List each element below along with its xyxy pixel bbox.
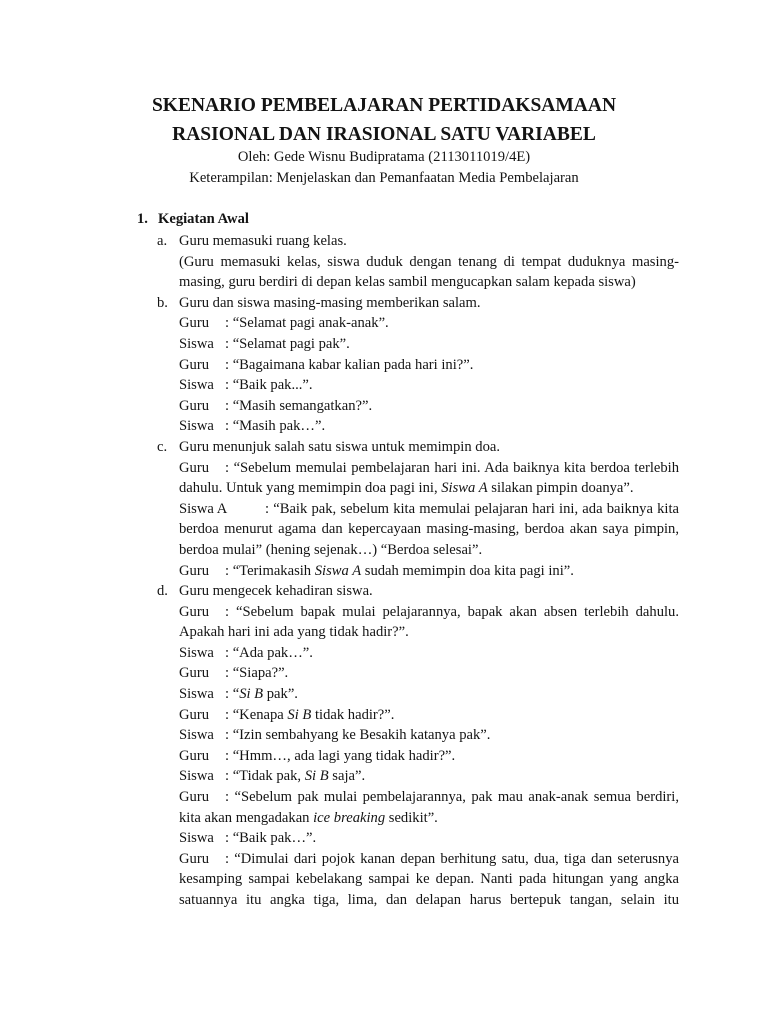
dialogue-text: : “Selamat pagi pak”.: [225, 335, 350, 352]
author-line: Oleh: Gede Wisnu Budipratama (2113011019/4E): [237, 149, 531, 165]
list-item-d: [157, 581, 679, 911]
skill-line: Keterampilan: Menjelaskan dan Pemanfaatan Media Pembelajaran: [189, 170, 579, 186]
item-label: b.: [157, 294, 168, 311]
dialogue-text: : “Sebelum bapak mulai pelajarannya, bapak akan absen terlebih dahulu. Apakah hari ini ada yang tidak hadir?”.: [179, 603, 679, 641]
dialogue-text: : “Kenapa: [225, 706, 288, 723]
speaker-label: Guru: [179, 315, 209, 332]
dialogue-text: : “Bagaimana kabar kalian pada hari ini?”.: [225, 356, 474, 373]
dialogue-text: silakan pimpin doanya”.: [487, 480, 634, 497]
speaker-label: Guru: [179, 459, 209, 476]
dialogue-text: : “Masih semangatkan?”.: [225, 397, 373, 414]
dialogue-line: [179, 828, 679, 849]
speaker-label: Siswa A: [179, 500, 228, 517]
list-item-c: [157, 437, 679, 581]
dialogue-text: : “Hmm…, ada lagi yang tidak hadir?”.: [225, 747, 456, 764]
emphasis-text: Si B: [239, 686, 264, 703]
dialogue-line: [179, 705, 679, 726]
item-text: Guru mengecek kehadiran siswa.: [179, 583, 373, 600]
dialogue-text: : “Dimulai dari pojok kanan depan berhitung satu, dua, tiga dan seterusnya kesamping sampai kebelakang sampai ke depan. Nanti pada hitungan yang angka satuannya itu angka tiga, lima, dan delapan harus bertepuk tangan, selain itu: [179, 850, 679, 908]
dialogue-text: : “Selamat pagi anak-anak”.: [225, 315, 389, 332]
dialogue-text: saja”.: [328, 768, 366, 785]
dialogue-line: [179, 766, 679, 787]
dialogue-text: : “Baik pak, sebelum kita memulai pelajaran hari ini, ada baiknya kita berdoa menurut agama dan kepercayaan masing-masing, berdoa akan saya pimpin, berdoa mulai” (hening sejenak…) “Berdoa selesai”.: [179, 500, 679, 558]
item-text: Guru dan siswa masing-masing memberikan salam.: [179, 294, 481, 311]
speaker-label: Guru: [179, 789, 209, 806]
speaker-label: Siswa: [179, 727, 214, 744]
item-label: d.: [157, 583, 168, 600]
dialogue-line: [179, 849, 679, 911]
emphasis-text: ice breaking: [313, 809, 386, 826]
list-item-a: [157, 231, 679, 293]
item-label: a.: [157, 233, 168, 249]
dialogue-text: : “Sebelum pak mulai pembelajarannya, pak mau anak-anak semua berdiri, kita akan mengadakan: [179, 789, 679, 826]
document-title-line-2: RASIONAL DAN IRASIONAL SATU VARIABEL: [172, 124, 596, 145]
speaker-label: Siswa: [179, 686, 214, 703]
section-body: [157, 231, 679, 911]
dialogue-line: [179, 458, 679, 499]
dialogue-line: [179, 643, 679, 664]
speaker-label: Guru: [179, 562, 209, 579]
dialogue-line: [179, 334, 679, 355]
speaker-label: Guru: [179, 603, 209, 620]
section-title: Kegiatan Awal: [158, 211, 249, 227]
dialogue-line: [179, 663, 679, 684]
dialogue-line: [179, 602, 679, 643]
dialogue-line: [179, 313, 679, 334]
dialogue-line: [179, 725, 679, 746]
emphasis-text: Siswa A: [441, 480, 488, 497]
dialogue-text: : “Masih pak…”.: [225, 418, 326, 435]
speaker-label: Guru: [179, 850, 209, 867]
dialogue-line: [179, 396, 679, 417]
dialogue-line: [179, 746, 679, 767]
dialogue-text: pak”.: [263, 686, 298, 703]
dialogue-text: : “Izin sembahyang ke Besakih katanya pak”.: [225, 727, 491, 744]
dialogue-text: : “Baik pak...”.: [225, 377, 313, 394]
speaker-label: Guru: [179, 397, 209, 414]
dialogue-text: : “Terimakasih: [225, 562, 315, 579]
dialogue-text: : “Baik pak…”.: [225, 830, 317, 847]
dialogue-line: [179, 561, 679, 582]
emphasis-text: Si B: [304, 768, 329, 785]
speaker-label: Siswa: [179, 768, 214, 785]
speaker-label: Guru: [179, 356, 209, 373]
speaker-label: Siswa: [179, 418, 214, 435]
speaker-label: Siswa: [179, 335, 214, 352]
list-item-b: [157, 293, 679, 437]
dialogue-line: [179, 416, 679, 437]
section-number: 1.: [137, 211, 148, 227]
dialogue-line: [179, 355, 679, 376]
dialogue-line: [179, 684, 679, 705]
dialogue-text: : “Siapa?”.: [225, 665, 289, 682]
item-note: (Guru memasuki kelas, siswa duduk dengan tenang di tempat duduknya masing-masing, guru berdiri di depan kelas sambil mengucapkan salam kepada siswa): [179, 253, 679, 291]
item-text: Guru memasuki ruang kelas.: [179, 233, 347, 249]
dialogue-line: [179, 375, 679, 396]
emphasis-text: Siswa A: [314, 562, 362, 579]
dialogue-text: sudah memimpin doa kita pagi ini”.: [361, 562, 574, 579]
speaker-label: Guru: [179, 706, 209, 723]
section-heading: [137, 209, 249, 230]
dialogue-text: : “Sebelum memulai pembelajaran hari ini. Ada baiknya kita berdoa terlebih dahulu. Untuk yang memimpin doa pagi ini,: [179, 459, 679, 497]
dialogue-text: : “Tidak pak,: [225, 768, 305, 785]
item-label: c.: [157, 438, 168, 455]
speaker-label: Siswa: [179, 830, 214, 847]
dialogue-text: sedikit”.: [385, 809, 438, 826]
dialogue-text: tidak hadir?”.: [311, 706, 395, 723]
speaker-label: Siswa: [179, 644, 214, 661]
item-text: Guru menunjuk salah satu siswa untuk memimpin doa.: [179, 438, 501, 455]
dialogue-text: : “Ada pak…”.: [225, 644, 313, 661]
dialogue-line: [179, 499, 679, 561]
dialogue-line: [179, 787, 679, 828]
document-title-line-1: SKENARIO PEMBELAJARAN PERTIDAKSAMAAN: [151, 95, 617, 116]
speaker-label: Guru: [179, 665, 209, 682]
dialogue-text: : “: [225, 686, 240, 703]
speaker-label: Siswa: [179, 377, 214, 394]
speaker-label: Guru: [179, 747, 209, 764]
emphasis-text: Si B: [287, 706, 312, 723]
